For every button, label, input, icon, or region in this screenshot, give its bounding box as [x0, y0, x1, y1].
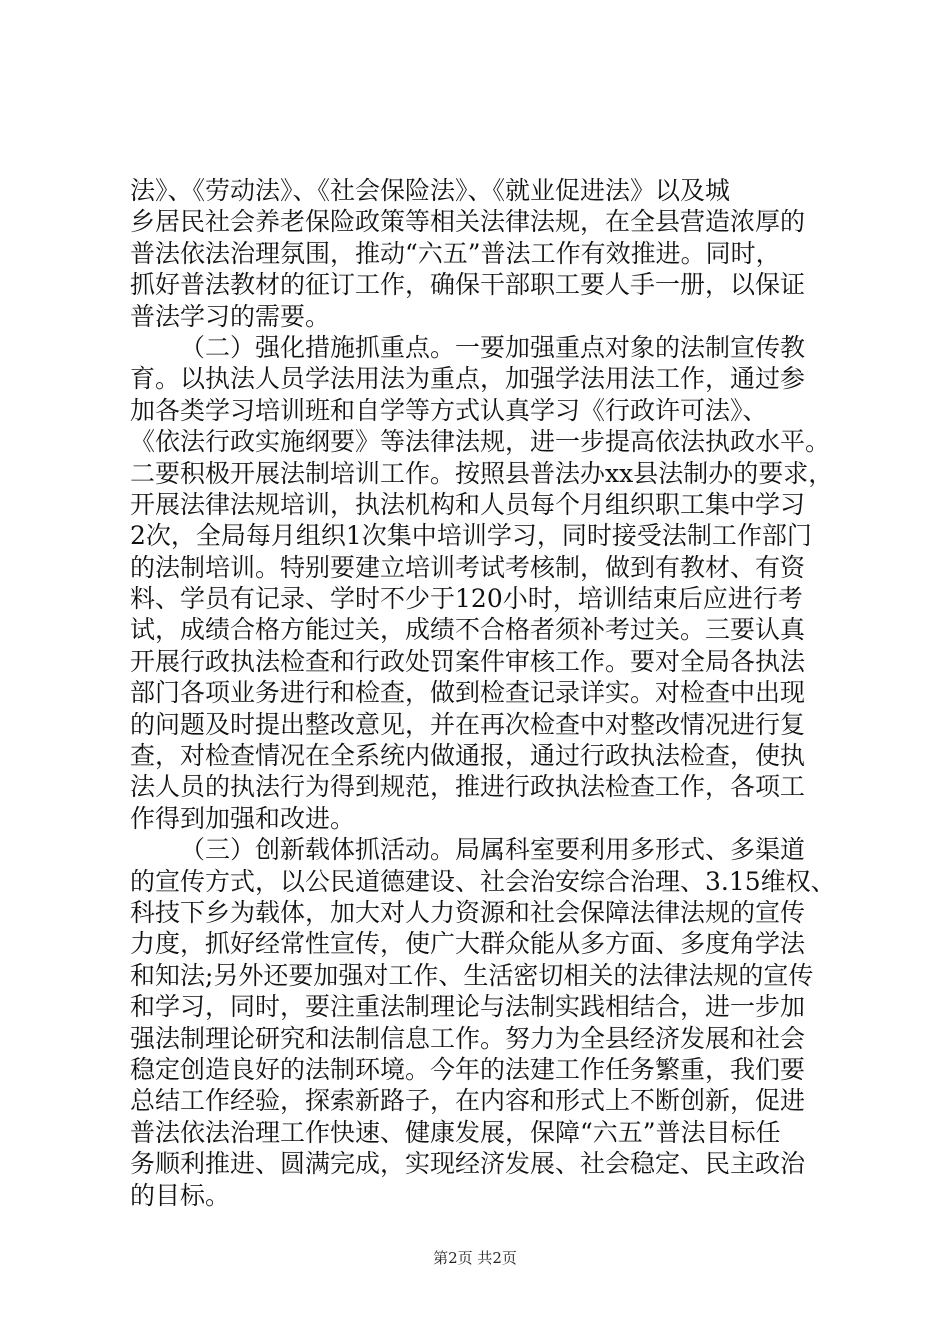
text-line: 的问题及时提出整改意见，并在再次检查中对整改情况进行复 [130, 709, 806, 739]
text-line: 《依法行政实施纲要》等法律法规，进一步提高依法执政水平。 [130, 427, 831, 457]
text-line: 稳定创造良好的法制环境。今年的法建工作任务繁重，我们要 [130, 1054, 806, 1084]
text-line: 法》、《劳动法》、《社会保险法》、《就业促进法》以及城 [130, 176, 731, 205]
text-line: 加各类学习培训班和自学等方式认真学习《行政许可法》、 [130, 395, 768, 425]
text-line: 二要积极开展法制培训工作。按照县普法办xx县法制办的要求， [130, 458, 834, 488]
text-line: 普法依法治理氛围，推动“六五”普法工作有效推进。同时， [130, 238, 781, 268]
text-line: 普法学习的需要。 [130, 301, 331, 331]
text-line: 法人员的执法行为得到规范，推进行政执法检查工作，各项工 [130, 772, 806, 802]
body-text [130, 175, 836, 1211]
text-line: 抓好普法教材的征订工作，确保干部职工要人手一册，以保证 [130, 270, 806, 300]
text-line: 2次，全局每月组织1次集中培训学习，同时接受法制工作部门 [130, 521, 812, 551]
text-line: 务顺利推进、圆满完成，实现经济发展、社会稳定、民主政治 [130, 1149, 806, 1179]
text-line: 和知法;另外还要加强对工作、生活密切相关的法律法规的宣传 [130, 960, 814, 990]
text-line: 查，对检查情况在全系统内做通报，通过行政执法检查，使执 [130, 741, 806, 771]
text-line: 部门各项业务进行和检查，做到检查记录详实。对检查中出现 [130, 678, 806, 708]
text-line: 作得到加强和改进。 [130, 803, 356, 833]
text-line: 开展行政执法检查和行政处罚案件审核工作。要对全局各执法 [130, 646, 806, 676]
paragraph-heading-2: （二）强化措施抓重点。一要加强重点对象的法制宣传教 [180, 332, 806, 362]
text-line: 乡居民社会养老保险政策等相关法律法规，在全县营造浓厚的 [130, 207, 806, 237]
text-line: 的宣传方式，以公民道德建设、社会治安综合治理、3.15维权、 [130, 866, 836, 896]
text-line: 的目标。 [130, 1180, 231, 1210]
text-line: 的法制培训。特别要建立培训考试考核制，做到有教材、有资 [130, 552, 806, 582]
text-line: 总结工作经验，探索新路子，在内容和形式上不断创新，促进 [130, 1086, 806, 1116]
text-line: 试，成绩合格方能过关，成绩不合格者须补考过关。三要认真 [130, 615, 806, 645]
text-line: 科技下乡为载体，加大对人力资源和社会保障法律法规的宣传 [130, 897, 806, 927]
text-line: 育。以执法人员学法用法为重点，加强学法用法工作，通过参 [130, 364, 806, 394]
text-line: 开展法律法规培训，执法机构和人员每个月组织职工集中学习 [130, 489, 806, 519]
text-line: 料、学员有记录、学时不少于120小时，培训结束后应进行考 [130, 584, 803, 614]
text-line: 强法制理论研究和法制信息工作。努力为全县经济发展和社会 [130, 1023, 806, 1053]
text-line: 力度，抓好经常性宣传，使广大群众能从多方面、多度角学法 [130, 929, 806, 959]
text-line: 普法依法治理工作快速、健康发展，保障“六五”普法目标任 [130, 1117, 781, 1147]
text-line: 和学习，同时，要注重法制理论与法制实践相结合，进一步加 [130, 992, 806, 1022]
paragraph-heading-3: （三）创新载体抓活动。局属科室要利用多形式、多渠道 [180, 835, 806, 865]
page-number-footer: 第2页 共2页 [433, 1249, 517, 1267]
